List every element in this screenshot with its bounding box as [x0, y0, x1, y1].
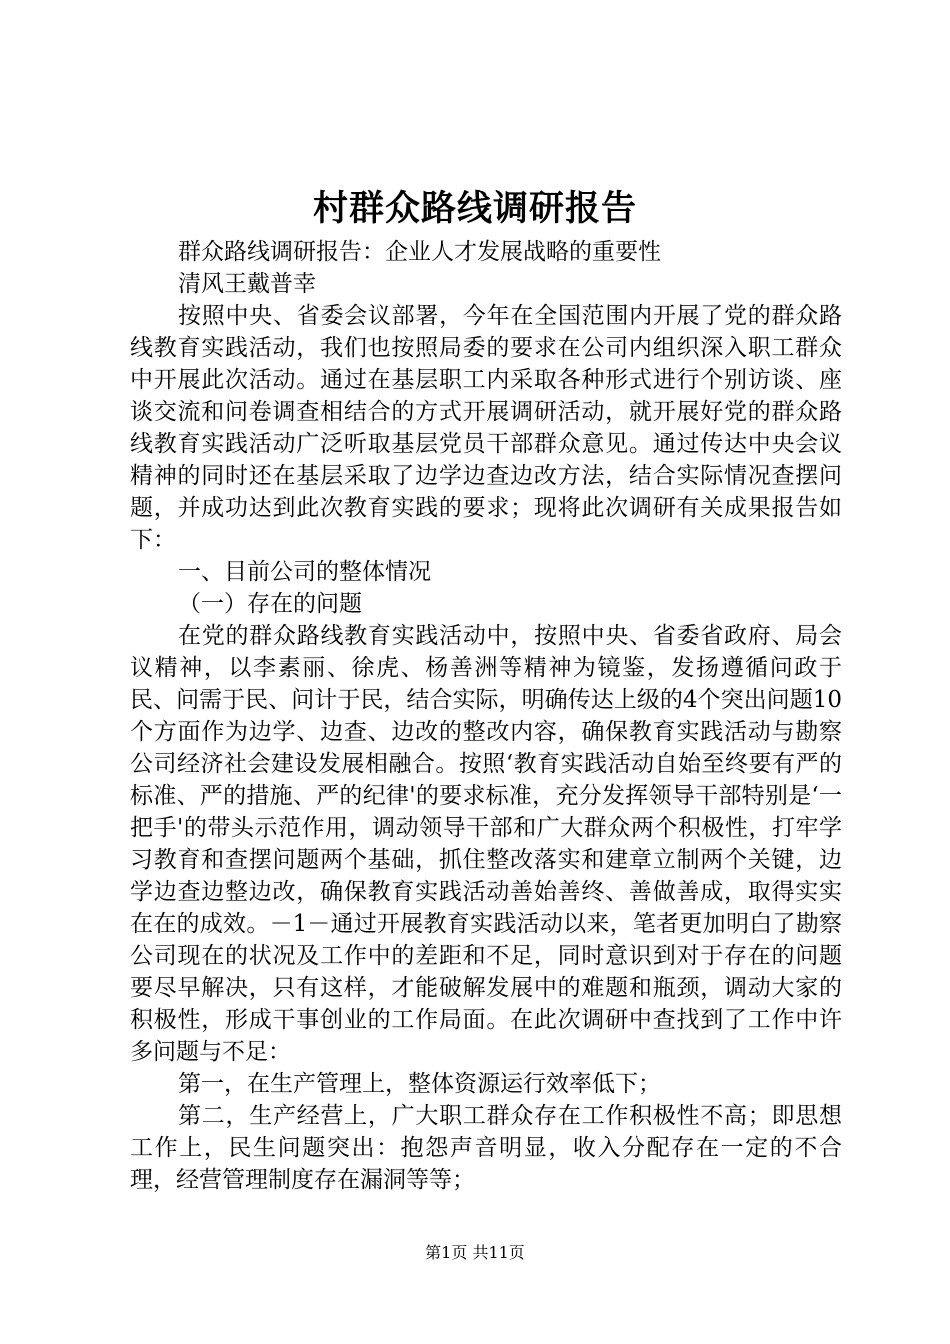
paragraph-point-one: 第一，在生产管理上，整体资源运行效率低下；: [178, 1071, 661, 1097]
document-title: 村群众路线调研报告: [312, 188, 637, 229]
page-number: 第1页 共11页: [425, 1243, 525, 1262]
paragraph-problems: 在党的群众路线教育实践活动中，按照中央、省委省政府、局会议精神，以李素丽、徐虎、杨善洲等精神为镜鉴，发扬遵循问政于民、问需于民、问计于民，结合实际，明确传达上级的4个突出问题10个方面作为边学、边查、边改的整改内容，确保教育实践活动与勘察公司经济社会建设发展相融合。按照‘教育实践活动自始至终要有严的标准、严的措施、严的纪律'的要求标准，充分发挥领导干部特别是‘一把手'的带头示范作用，调动领导干部和广大群众两个积极性，打牢学习教育和查摆问题两个基础，抓住整改落实和建章立制两个关键，边学边查边整边改，确保教育实践活动善始善终、善做善成，取得实实在在的成效。－1－通过开展教育实践活动以来，笔者更加明白了勘察公司现在的状况及工作中的差距和不足，同时意识到对于存在的问题要尽早解决，只有这样，才能破解发展中的难题和瓶颈，调动大家的积极性，形成干事创业的工作局面。在此次调研中查找到了工作中许多问题与不足：: [130, 623, 842, 1065]
subsection-heading: （一）存在的问题: [178, 591, 362, 617]
author-line: 清风王戴普幸: [178, 271, 316, 297]
section-heading: 一、目前公司的整体情况: [178, 559, 431, 585]
paragraph-point-two: 第二，生产经营上，广大职工群众存在工作积极性不高；即思想工作上，民生问题突出：抱怨声音明显，收入分配存在一定的不合理，经营管理制度存在漏洞等等；: [130, 1103, 842, 1193]
paragraph-intro: 按照中央、省委会议部署，今年在全国范围内开展了党的群众路线教育实践活动，我们也按照局委的要求在公司内组织深入职工群众中开展此次活动。通过在基层职工内采取各种形式进行个别访谈、座谈交流和问卷调查相结合的方式开展调研活动，就开展好党的群众路线教育实践活动广泛听取基层党员干部群众意见。通过传达中央会议精神的同时还在基层采取了边学边查边改方法，结合实际情况查摆问题，并成功达到此次教育实践的要求；现将此次调研有关成果报告如下：: [130, 303, 842, 553]
subtitle: 群众路线调研报告：企业人才发展战略的重要性: [178, 239, 661, 265]
document-body: [130, 236, 842, 1196]
